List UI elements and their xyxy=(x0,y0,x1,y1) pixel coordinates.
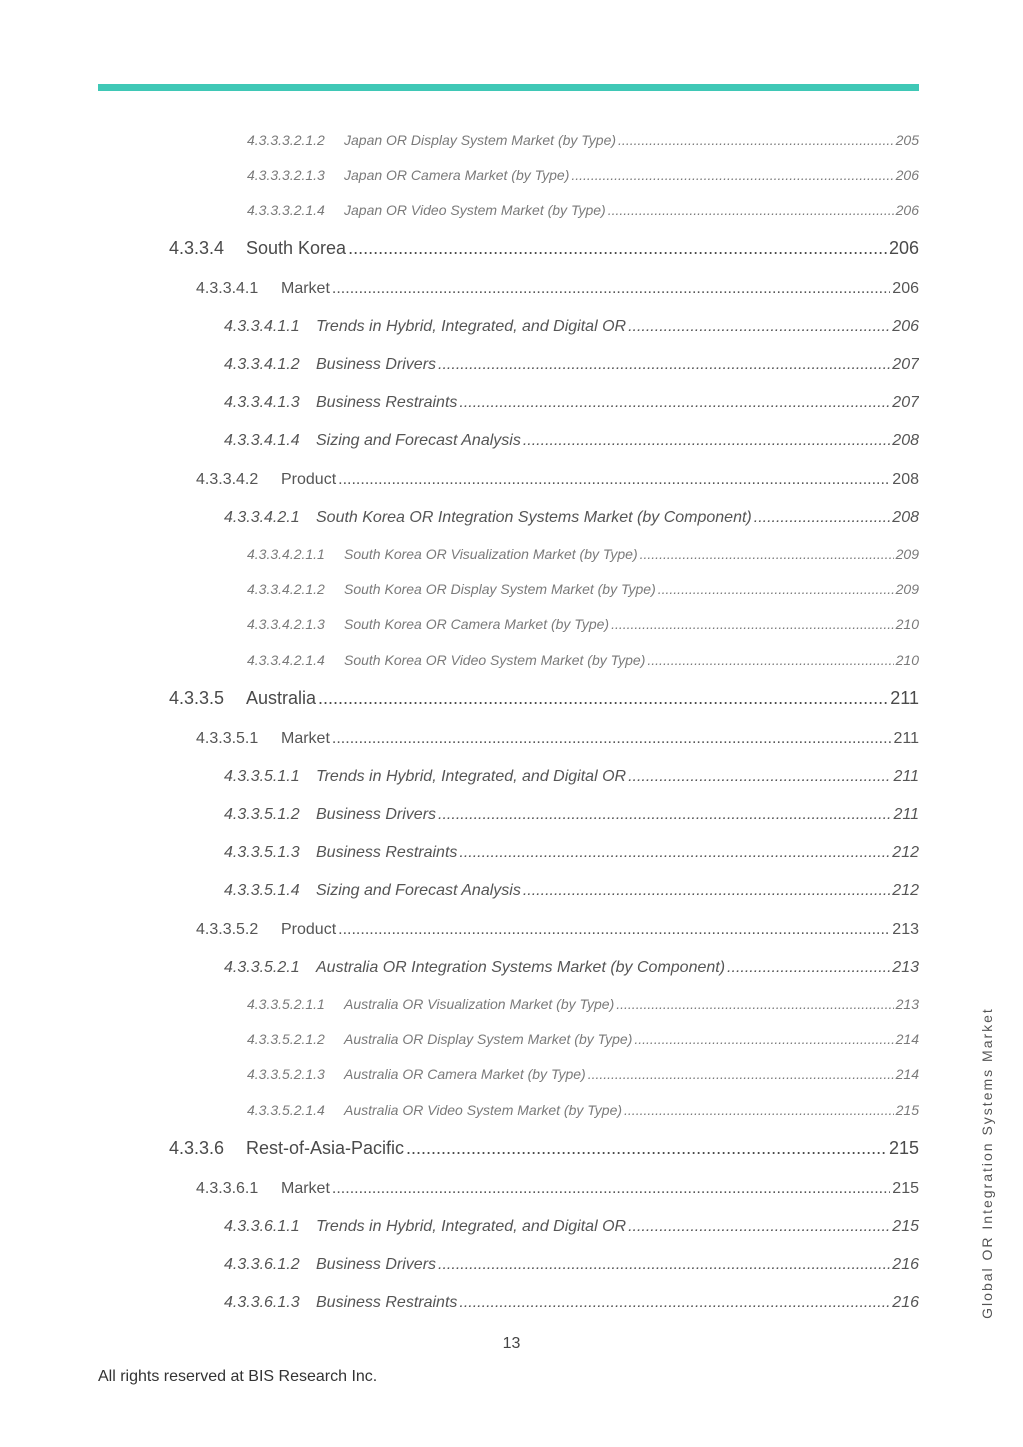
toc-entry-page: 211 xyxy=(893,730,919,747)
toc-entry-page: 212 xyxy=(892,882,919,899)
toc-entry-page: 212 xyxy=(892,844,919,861)
toc-entry-number: 4.3.3.5 xyxy=(169,688,225,708)
toc-entry-page: 206 xyxy=(888,238,919,258)
toc-entry-number: 4.3.3.4.1.1 xyxy=(224,318,300,335)
toc-entry-title: Market xyxy=(281,280,330,297)
toc-entry-title: Sizing and Forecast Analysis xyxy=(316,432,521,449)
toc-entry-page: 216 xyxy=(892,1256,919,1273)
toc-dot-leader xyxy=(588,1066,894,1082)
toc-entry-number: 4.3.3.5.1.3 xyxy=(224,844,300,861)
toc-entry-title: Sizing and Forecast Analysis xyxy=(316,882,521,899)
toc-entry-page: 207 xyxy=(892,356,919,373)
toc-dot-leader xyxy=(332,280,890,298)
toc-entry-page: 205 xyxy=(895,132,919,148)
toc-dot-leader xyxy=(438,806,891,824)
toc-dot-leader xyxy=(658,581,894,597)
toc-entry[interactable] xyxy=(224,806,919,824)
toc-entry-number: 4.3.3.4.2 xyxy=(196,471,259,488)
toc-entry[interactable] xyxy=(224,959,919,977)
toc-entry-number: 4.3.3.5.1.4 xyxy=(224,882,300,899)
toc-entry-page: 216 xyxy=(892,1294,919,1311)
toc-dot-leader xyxy=(338,471,890,489)
toc-entry-title: Japan OR Display System Market (by Type) xyxy=(344,132,617,148)
toc-entry[interactable] xyxy=(247,1031,919,1047)
toc-entry-title: South Korea OR Camera Market (by Type) xyxy=(344,616,610,632)
toc-entry-title: Business Restraints xyxy=(316,1294,458,1311)
toc-dot-leader xyxy=(348,238,887,259)
footer-copyright: All rights reserved at BIS Research Inc. xyxy=(98,1368,378,1385)
toc-entry-page: 211 xyxy=(893,806,919,823)
toc-dot-leader xyxy=(459,394,890,412)
toc-entry-title: Trends in Hybrid, Integrated, and Digital OR xyxy=(316,318,627,335)
toc-entry-page: 211 xyxy=(890,688,919,708)
toc-entry[interactable] xyxy=(247,996,919,1012)
toc-entry-title: South Korea OR Integration Systems Market (by Component) xyxy=(316,509,752,526)
toc-entry-title: Australia xyxy=(246,688,317,708)
toc-entry[interactable] xyxy=(224,1256,919,1274)
toc-entry[interactable] xyxy=(247,1102,919,1118)
toc-entry-number: 4.3.3.4 xyxy=(169,238,225,258)
toc-entry-title: Business Drivers xyxy=(316,1256,437,1273)
toc-entry-number: 4.3.3.5.2.1 xyxy=(224,959,300,976)
toc-dot-leader xyxy=(608,202,894,218)
toc-entry-title: Market xyxy=(281,1180,330,1197)
toc-entry[interactable] xyxy=(169,1138,919,1159)
toc-dot-leader xyxy=(647,652,893,668)
toc-entry-number: 4.3.3.3.2.1.3 xyxy=(247,167,325,183)
toc-entry-number: 4.3.3.4.1.4 xyxy=(224,432,300,449)
toc-entry-page: 215 xyxy=(892,1180,919,1197)
toc-entry-number: 4.3.3.5.1 xyxy=(196,730,259,747)
toc-entry-number: 4.3.3.6.1.1 xyxy=(224,1218,300,1235)
toc-entry-number: 4.3.3.4.2.1.3 xyxy=(247,616,325,632)
toc-entry-number: 4.3.3.4.1.3 xyxy=(224,394,300,411)
toc-dot-leader xyxy=(406,1138,887,1159)
toc-entry-title: Market xyxy=(281,730,330,747)
toc-entry-title: Trends in Hybrid, Integrated, and Digital OR xyxy=(316,1218,627,1235)
toc-entry-number: 4.3.3.5.1.1 xyxy=(224,768,300,785)
toc-entry-title: Business Restraints xyxy=(316,844,458,861)
toc-entry[interactable] xyxy=(224,1218,919,1236)
toc-entry[interactable] xyxy=(247,1066,919,1082)
toc-entry-number: 4.3.3.4.2.1.2 xyxy=(247,581,325,597)
toc-entry[interactable] xyxy=(196,1180,919,1198)
toc-entry-page: 213 xyxy=(895,996,919,1012)
toc-entry[interactable] xyxy=(224,1294,919,1312)
toc-entry-title: South Korea xyxy=(246,238,347,258)
toc-entry-page: 206 xyxy=(892,280,919,297)
toc-dot-leader xyxy=(332,730,892,748)
toc-entry[interactable] xyxy=(247,616,919,632)
toc-entry-number: 4.3.3.3.2.1.2 xyxy=(247,132,325,148)
toc-entry[interactable] xyxy=(247,132,919,148)
toc-entry[interactable] xyxy=(247,202,919,218)
toc-dot-leader xyxy=(628,318,890,336)
toc-entry[interactable] xyxy=(224,432,919,450)
toc-entry[interactable] xyxy=(196,730,919,748)
toc-entry-title: Australia OR Integration Systems Market (by Component) xyxy=(316,959,726,976)
toc-entry-number: 4.3.3.4.2.1.1 xyxy=(247,546,325,562)
toc-dot-leader xyxy=(754,509,891,527)
toc-entry-title: Business Restraints xyxy=(316,394,458,411)
toc-entry-title: Product xyxy=(281,471,337,488)
toc-dot-leader xyxy=(332,1180,890,1198)
toc-dot-leader xyxy=(611,616,894,632)
toc-dot-leader xyxy=(640,546,894,562)
toc-dot-leader xyxy=(727,959,890,977)
toc-entry[interactable] xyxy=(247,546,919,562)
toc-entry-number: 4.3.3.6 xyxy=(169,1138,225,1158)
toc-dot-leader xyxy=(459,844,890,862)
toc-dot-leader xyxy=(624,1102,894,1118)
toc-entry-page: 215 xyxy=(892,1218,919,1235)
toc-dot-leader xyxy=(338,921,890,939)
toc-dot-leader xyxy=(628,1218,890,1236)
toc-entry[interactable] xyxy=(169,238,919,259)
toc-entry-title: Australia OR Display System Market (by Type) xyxy=(344,1031,633,1047)
toc-entry-page: 211 xyxy=(893,768,919,785)
toc-entry-number: 4.3.3.3.2.1.4 xyxy=(247,202,325,218)
toc-dot-leader xyxy=(459,1294,890,1312)
toc-entry-page: 213 xyxy=(892,921,919,938)
toc-entry-page: 206 xyxy=(895,167,919,183)
toc-entry[interactable] xyxy=(224,509,919,527)
toc-entry-title: Rest-of-Asia-Pacific xyxy=(246,1138,405,1158)
toc-entry-number: 4.3.3.5.2.1.3 xyxy=(247,1066,325,1082)
toc-entry-page: 208 xyxy=(892,509,919,526)
toc-entry-page: 214 xyxy=(895,1031,919,1047)
toc-entry-number: 4.3.3.5.2.1.1 xyxy=(247,996,325,1012)
toc-entry-title: Product xyxy=(281,921,337,938)
toc-entry-title: Trends in Hybrid, Integrated, and Digital OR xyxy=(316,768,627,785)
toc-entry-page: 215 xyxy=(895,1102,919,1118)
toc-entry-number: 4.3.3.6.1.2 xyxy=(224,1256,300,1273)
toc-entry[interactable] xyxy=(169,688,919,709)
toc-entry-page: 213 xyxy=(892,959,919,976)
toc-entry-title: South Korea OR Display System Market (by Type) xyxy=(344,581,656,597)
toc-entry-title: Japan OR Video System Market (by Type) xyxy=(344,202,606,218)
toc-entry[interactable] xyxy=(196,921,919,939)
toc-entry[interactable] xyxy=(196,471,919,489)
toc-dot-leader xyxy=(438,356,890,374)
toc-dot-leader xyxy=(571,167,893,183)
toc-entry-number: 4.3.3.5.2 xyxy=(196,921,259,938)
toc-entry[interactable] xyxy=(224,356,919,374)
toc-entry-page: 210 xyxy=(895,616,919,632)
toc-entry-page: 209 xyxy=(895,581,919,597)
toc-entry[interactable] xyxy=(224,882,919,900)
toc-entry-title: Japan OR Camera Market (by Type) xyxy=(344,167,570,183)
toc-entry-title: South Korea OR Video System Market (by Type) xyxy=(344,652,646,668)
header-accent-bar xyxy=(98,84,919,91)
toc-entry[interactable] xyxy=(224,318,919,336)
toc-dot-leader xyxy=(523,882,890,900)
toc-entry-number: 4.3.3.6.1 xyxy=(196,1180,259,1197)
toc-entry-title: South Korea OR Visualization Market (by Type) xyxy=(344,546,638,562)
toc-entry-title: Business Drivers xyxy=(316,806,437,823)
toc-entry[interactable] xyxy=(196,280,919,298)
page-number: 13 xyxy=(502,1335,521,1352)
toc-entry[interactable] xyxy=(247,581,919,597)
toc-entry-number: 4.3.3.5.2.1.2 xyxy=(247,1031,325,1047)
toc-entry[interactable] xyxy=(224,844,919,862)
toc-entry[interactable] xyxy=(224,768,919,786)
toc-entry-page: 210 xyxy=(895,652,919,668)
toc-entry[interactable] xyxy=(224,394,919,412)
toc-entry-title: Australia OR Video System Market (by Type) xyxy=(344,1102,623,1118)
side-document-label: Global OR Integration Systems Market xyxy=(979,1007,995,1319)
toc-dot-leader xyxy=(634,1031,893,1047)
toc-dot-leader xyxy=(523,432,890,450)
toc-entry-number: 4.3.3.4.1.2 xyxy=(224,356,300,373)
toc-dot-leader xyxy=(616,996,893,1012)
toc-entry-number: 4.3.3.6.1.3 xyxy=(224,1294,300,1311)
toc-dot-leader xyxy=(318,688,888,709)
toc-entry-page: 207 xyxy=(892,394,919,411)
toc-entry-number: 4.3.3.4.2.1.4 xyxy=(247,652,325,668)
toc-entry-title: Business Drivers xyxy=(316,356,437,373)
toc-dot-leader xyxy=(628,768,891,786)
toc-entry-page: 206 xyxy=(892,318,919,335)
toc-entry-title: Australia OR Visualization Market (by Type) xyxy=(344,996,615,1012)
toc-entry-page: 208 xyxy=(892,471,919,488)
toc-entry-number: 4.3.3.5.2.1.4 xyxy=(247,1102,325,1118)
toc-entry-page: 214 xyxy=(895,1066,919,1082)
toc-entry-number: 4.3.3.4.2.1 xyxy=(224,509,300,526)
toc-entry[interactable] xyxy=(247,652,919,668)
toc-entry[interactable] xyxy=(247,167,919,183)
toc-entry-page: 209 xyxy=(895,546,919,562)
toc-entry-number: 4.3.3.5.1.2 xyxy=(224,806,300,823)
toc-dot-leader xyxy=(438,1256,890,1274)
toc-dot-leader xyxy=(618,132,894,148)
toc-entry-page: 206 xyxy=(895,202,919,218)
toc-entry-title: Australia OR Camera Market (by Type) xyxy=(344,1066,586,1082)
toc-entry-page: 208 xyxy=(892,432,919,449)
toc-entry-page: 215 xyxy=(888,1138,919,1158)
toc-entry-number: 4.3.3.4.1 xyxy=(196,280,259,297)
